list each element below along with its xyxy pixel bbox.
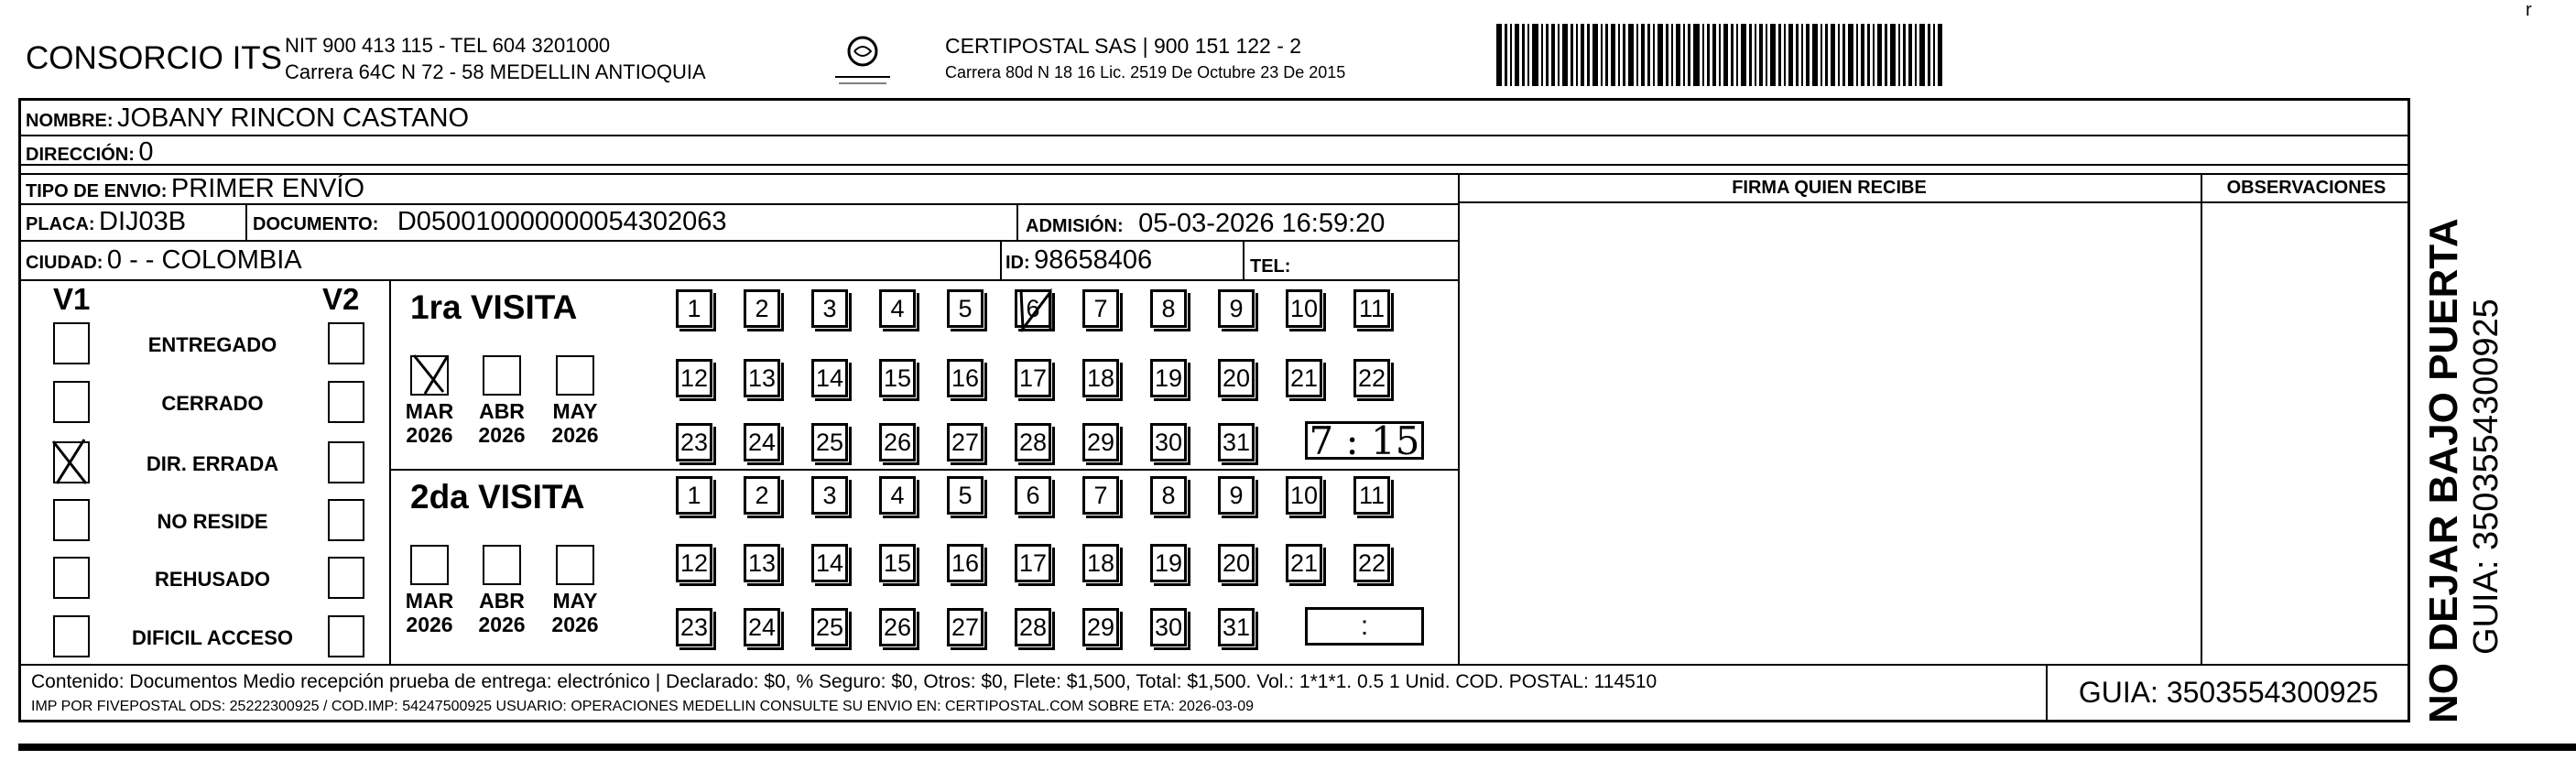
direccion-label: DIRECCIÓN:: [26, 145, 135, 165]
documento-label: DOCUMENTO:: [253, 214, 379, 234]
barcode-bar: [1928, 24, 1930, 86]
barcode-bar: [1778, 24, 1781, 86]
day-number: 7: [1093, 295, 1108, 322]
barcode-bar: [1885, 24, 1887, 86]
day-box[interactable]: [947, 359, 984, 397]
month-year: 2026: [406, 613, 453, 636]
day-box[interactable]: [744, 289, 780, 328]
barcode-bar: [1915, 24, 1917, 86]
month-label: [470, 589, 534, 636]
day-box[interactable]: [676, 476, 712, 515]
barcode-bar: [1848, 24, 1853, 86]
barcode-bar: [1641, 24, 1645, 86]
col-line: [245, 203, 247, 240]
col-line: [1243, 240, 1245, 279]
check-mark-icon: [1014, 287, 1058, 332]
bottom-bar: [18, 744, 2576, 751]
barcode-bar: [1831, 24, 1835, 86]
barcode-bar: [1759, 24, 1763, 86]
day-number: 22: [1357, 364, 1386, 392]
barcode-bar: [1736, 24, 1738, 86]
day-box[interactable]: [879, 544, 916, 582]
month-label: [543, 399, 607, 447]
x-mark-icon: [49, 436, 92, 487]
day-box[interactable]: [1082, 423, 1119, 461]
day-number: 5: [958, 482, 973, 509]
day-number: 24: [747, 429, 777, 456]
v1-checkbox[interactable]: [53, 557, 90, 599]
day-box[interactable]: [1218, 476, 1255, 515]
day-number: 16: [951, 364, 980, 392]
day-box[interactable]: [676, 289, 712, 328]
day-box[interactable]: [879, 608, 916, 646]
footer-content: Contenido: Documentos Medio recepción prueba de entrega: electrónico | Declarado: $0, % Seguro: $0, Otros: $0, Flete: $1,500, Total: $1,500. Vol.: 1*1*1. 0.5 1 Unid. COD. POSTAL: 114510: [31, 671, 1658, 692]
day-number: 19: [1154, 549, 1183, 577]
barcode-bar: [1731, 24, 1734, 86]
barcode-bar: [1938, 24, 1942, 86]
month-name: ABR: [479, 589, 525, 613]
barcode-bar: [1636, 24, 1638, 86]
month-label: [470, 399, 534, 447]
carrier-name: CERTIPOSTAL SAS | 900 151 122 - 2: [945, 34, 1302, 58]
barcode-bar: [1898, 24, 1900, 86]
barcode-bar: [1719, 24, 1721, 86]
v1-checkbox[interactable]: [53, 615, 90, 657]
month-checkbox[interactable]: [483, 355, 521, 396]
barcode-bar: [1801, 24, 1803, 86]
day-number: 21: [1289, 549, 1319, 577]
day-box[interactable]: [947, 608, 984, 646]
day-number: 10: [1289, 482, 1319, 509]
barcode-bar: [1825, 24, 1828, 86]
admision-label: ADMISIÓN:: [1026, 216, 1124, 236]
day-number: 3: [822, 482, 837, 509]
day-box[interactable]: [1286, 359, 1322, 397]
barcode-bar: [1601, 24, 1603, 86]
visit2-time[interactable]: [1305, 607, 1424, 646]
barcode-bar: [1522, 24, 1525, 86]
day-box[interactable]: [1015, 289, 1051, 328]
day-box[interactable]: [1015, 359, 1051, 397]
day-box[interactable]: [811, 359, 848, 397]
visit2-title: 2da VISITA: [410, 478, 585, 516]
v2-checkbox[interactable]: [328, 615, 364, 657]
row-line: [18, 279, 1458, 281]
footer-guia: GUIA: 3503554300925: [2078, 676, 2379, 709]
company-name: CONSORCIO ITS: [26, 40, 283, 76]
barcode-bar: [1658, 24, 1663, 86]
barcode-bar: [1877, 24, 1882, 86]
direccion-value: 0: [138, 137, 154, 167]
day-number: 27: [951, 613, 980, 641]
barcode: [1496, 24, 2229, 86]
day-box[interactable]: [811, 476, 848, 515]
day-number: 19: [1154, 364, 1183, 392]
side-notice-text: NO DEJAR BAJO PUERTA: [2421, 218, 2466, 723]
month-year: 2026: [478, 423, 526, 447]
barcode-bar: [1558, 24, 1560, 86]
month-name: ABR: [479, 399, 525, 423]
barcode-bar: [1755, 24, 1756, 86]
footer-imp: IMP POR FIVEPOSTAL ODS: 25222300925 / COD.IMP: 54247500925 USUARIO: OPERACIONES MEDELLIN CONSULTE SU ENVIO EN: CERTIPOSTAL.COM SOBRE ETA: 2026-03-09: [31, 699, 1254, 714]
day-number: 15: [883, 549, 912, 577]
barcode-bar: [1812, 24, 1818, 86]
day-box[interactable]: [1286, 476, 1322, 515]
day-box[interactable]: [676, 544, 712, 582]
v1-checkbox[interactable]: [53, 381, 90, 423]
day-box[interactable]: [744, 544, 780, 582]
day-box[interactable]: [1082, 289, 1119, 328]
barcode-bar: [1551, 24, 1555, 86]
row-line: [389, 469, 1458, 471]
barcode-bar: [1576, 24, 1578, 86]
corner-mark: r: [2526, 0, 2532, 20]
day-number: 20: [1222, 364, 1251, 392]
day-number: 25: [815, 429, 844, 456]
barcode-bar: [1784, 24, 1786, 86]
day-box[interactable]: [744, 359, 780, 397]
barcode-bar: [1873, 24, 1875, 86]
month-year: 2026: [406, 423, 453, 447]
day-number: 8: [1161, 295, 1176, 322]
day-box[interactable]: [811, 544, 848, 582]
status-label: DIFICIL ACCESO: [131, 626, 293, 649]
status-label: REHUSADO: [155, 568, 270, 591]
col-line: [1016, 203, 1018, 240]
barcode-bar: [1861, 24, 1864, 86]
v2-checkbox[interactable]: [328, 322, 364, 364]
id-label: ID:: [1005, 253, 1030, 273]
tipo-envio-value: PRIMER ENVÍO: [170, 174, 365, 203]
day-number: 13: [747, 364, 777, 392]
day-number: 29: [1086, 613, 1115, 641]
month-checkbox[interactable]: [556, 545, 594, 585]
day-number: 13: [747, 549, 777, 577]
month-name: MAY: [552, 589, 598, 613]
day-box[interactable]: [676, 359, 712, 397]
barcode-bar: [1510, 24, 1512, 86]
barcode-bar: [1505, 24, 1507, 86]
col-line: [389, 279, 391, 664]
day-number: 21: [1289, 364, 1319, 392]
day-number: 8: [1161, 482, 1176, 509]
status-label: CERRADO: [161, 392, 264, 415]
month-name: MAR: [405, 399, 454, 423]
v2-checkbox[interactable]: [328, 557, 364, 599]
barcode-bar: [1933, 24, 1935, 86]
firma-header: FIRMA QUIEN RECIBE: [1732, 178, 1927, 198]
placa-label: PLACA:: [26, 214, 95, 234]
side-guia-text: GUIA: 3503554300925: [2467, 299, 2505, 655]
month-checkbox[interactable]: [556, 355, 594, 396]
day-box[interactable]: [1353, 544, 1390, 582]
month-checkbox[interactable]: [410, 545, 449, 585]
day-box[interactable]: [676, 608, 712, 646]
day-number: 1: [687, 295, 701, 322]
v2-header: V2: [322, 282, 360, 316]
month-checkbox[interactable]: [483, 545, 521, 585]
day-number: 28: [1018, 613, 1048, 641]
barcode-bar: [1741, 24, 1746, 86]
day-number: 2: [755, 295, 769, 322]
col-line: [1000, 240, 1002, 279]
ciudad-label: CIUDAD:: [26, 253, 103, 273]
day-box[interactable]: [1150, 608, 1187, 646]
barcode-bar: [1749, 24, 1752, 86]
nombre-value: JOBANY RINCON CASTANO: [117, 103, 470, 133]
day-box[interactable]: [1218, 544, 1255, 582]
ciudad-value: 0 - - COLOMBIA: [106, 245, 302, 275]
v1-checkbox[interactable]: [53, 322, 90, 364]
day-box[interactable]: [1015, 544, 1051, 582]
day-number: 4: [890, 482, 905, 509]
day-number: 26: [883, 613, 912, 641]
side-notice: [2410, 101, 2575, 723]
v1-header: V1: [53, 282, 91, 316]
barcode-bar: [1856, 24, 1858, 86]
day-box[interactable]: [1015, 423, 1051, 461]
day-number: 29: [1086, 429, 1115, 456]
row-line: [18, 135, 2410, 136]
day-number: 20: [1222, 549, 1251, 577]
barcode-bar: [1562, 24, 1568, 86]
day-number: 9: [1229, 482, 1244, 509]
day-number: 6: [1026, 295, 1040, 322]
day-number: 30: [1154, 613, 1183, 641]
barcode-bar: [1546, 24, 1549, 86]
barcode-bar: [1683, 24, 1685, 86]
day-box[interactable]: [1082, 359, 1119, 397]
barcode-bar: [1796, 24, 1799, 86]
status-label: ENTREGADO: [147, 333, 277, 356]
nombre-label: NOMBRE:: [26, 111, 114, 131]
day-number: 23: [679, 429, 709, 456]
month-label: [543, 589, 607, 636]
day-number: 10: [1289, 295, 1319, 322]
barcode-bar: [1676, 24, 1680, 86]
company-nit: NIT 900 413 115 - TEL 604 3201000: [285, 34, 611, 57]
barcode-bar: [1707, 24, 1710, 86]
day-number: 25: [815, 613, 844, 641]
day-number: 22: [1357, 549, 1386, 577]
day-number: 1: [687, 482, 701, 509]
barcode-bar: [1890, 24, 1896, 86]
certipostal-logo-icon: [826, 33, 899, 88]
day-number: 11: [1358, 295, 1386, 322]
day-number: 30: [1154, 429, 1183, 456]
observaciones-header: OBSERVACIONES: [2226, 178, 2386, 198]
visit2-time-value: :: [1360, 611, 1369, 641]
day-box[interactable]: [1353, 476, 1390, 515]
day-number: 5: [958, 295, 973, 322]
day-box[interactable]: [879, 359, 916, 397]
day-box[interactable]: [811, 423, 848, 461]
day-number: 15: [883, 364, 912, 392]
day-box[interactable]: [1150, 476, 1187, 515]
placa-value: DIJ03B: [99, 207, 187, 236]
day-box[interactable]: [1286, 544, 1322, 582]
day-box[interactable]: [1218, 289, 1255, 328]
day-box[interactable]: [744, 423, 780, 461]
documento-value: D050010000000054302063: [397, 207, 727, 236]
day-box[interactable]: [1218, 359, 1255, 397]
barcode-bar: [1838, 24, 1840, 86]
barcode-bar: [1628, 24, 1634, 86]
barcode-bar: [1532, 24, 1538, 86]
day-number: 3: [822, 295, 837, 322]
month-year: 2026: [551, 613, 599, 636]
day-number: 9: [1229, 295, 1244, 322]
barcode-bar: [1770, 24, 1776, 86]
barcode-bar: [1653, 24, 1655, 86]
day-number: 31: [1222, 429, 1251, 456]
month-label: [397, 589, 462, 636]
day-number: 28: [1018, 429, 1048, 456]
day-box[interactable]: [1218, 608, 1255, 646]
day-number: 12: [679, 549, 709, 577]
day-box[interactable]: [1150, 289, 1187, 328]
barcode-bar: [1723, 24, 1728, 86]
barcode-bar: [1611, 24, 1615, 86]
v1-checkbox[interactable]: [53, 499, 90, 541]
barcode-bar: [1666, 24, 1668, 86]
admision-value: 05-03-2026 16:59:20: [1138, 209, 1386, 238]
barcode-bar: [1766, 24, 1767, 86]
v2-checkbox[interactable]: [328, 499, 364, 541]
day-box[interactable]: [879, 289, 916, 328]
firma-area[interactable]: [1460, 203, 2200, 663]
day-number: 14: [815, 364, 844, 392]
barcode-bar: [1712, 24, 1716, 86]
day-box[interactable]: [1353, 359, 1390, 397]
day-box[interactable]: [1150, 359, 1187, 397]
x-mark-icon: [408, 352, 452, 397]
barcode-bar: [1903, 24, 1906, 86]
barcode-bar: [1618, 24, 1620, 86]
month-year: 2026: [551, 423, 599, 447]
barcode-bar: [1587, 24, 1590, 86]
day-box[interactable]: [811, 289, 848, 328]
visit1-title: 1ra VISITA: [410, 288, 578, 326]
day-box[interactable]: [947, 544, 984, 582]
day-box[interactable]: [1015, 608, 1051, 646]
day-box[interactable]: [947, 476, 984, 515]
company-address: Carrera 64C N 72 - 58 MEDELLIN ANTIOQUIA: [285, 60, 706, 83]
barcode-bar: [1702, 24, 1704, 86]
barcode-bar: [1515, 24, 1519, 86]
day-number: 24: [747, 613, 777, 641]
day-number: 4: [890, 295, 905, 322]
month-checkbox[interactable]: [410, 355, 449, 396]
day-number: 17: [1018, 364, 1048, 392]
barcode-bar: [1821, 24, 1822, 86]
day-number: 26: [883, 429, 912, 456]
tel-label: TEL:: [1250, 256, 1291, 277]
day-box[interactable]: [1218, 423, 1255, 461]
row-line: [18, 664, 2410, 666]
day-number: 16: [951, 549, 980, 577]
barcode-bar: [1671, 24, 1673, 86]
day-number: 18: [1086, 549, 1115, 577]
id-value: 98658406: [1034, 245, 1153, 275]
barcode-bar: [1496, 24, 1502, 86]
row-line: [18, 164, 2410, 166]
day-number: 27: [951, 429, 980, 456]
day-number: 11: [1358, 482, 1386, 509]
visit1-time[interactable]: [1305, 418, 1424, 463]
barcode-bar: [1693, 24, 1700, 86]
row-line: [18, 173, 2410, 175]
day-box[interactable]: [879, 476, 916, 515]
barcode-bar: [1623, 24, 1625, 86]
day-number: 6: [1026, 482, 1040, 509]
month-name: MAY: [552, 399, 598, 423]
day-number: 7: [1093, 482, 1108, 509]
day-box[interactable]: [676, 423, 712, 461]
day-box[interactable]: [1150, 544, 1187, 582]
day-box[interactable]: [1082, 608, 1119, 646]
barcode-bar: [1541, 24, 1543, 86]
day-number: 14: [815, 549, 844, 577]
day-number: 31: [1222, 613, 1251, 641]
day-box[interactable]: [1286, 289, 1322, 328]
day-box[interactable]: [947, 423, 984, 461]
month-name: MAR: [405, 589, 454, 613]
barcode-bar: [1688, 24, 1690, 86]
day-box[interactable]: [1015, 476, 1051, 515]
barcode-bar: [1592, 24, 1598, 86]
day-number: 2: [755, 482, 769, 509]
v2-checkbox[interactable]: [328, 381, 364, 423]
day-number: 12: [679, 364, 709, 392]
barcode-bar: [1581, 24, 1584, 86]
day-number: 18: [1086, 364, 1115, 392]
day-number: 17: [1018, 549, 1048, 577]
observaciones-area[interactable]: [2202, 203, 2409, 663]
month-label: [397, 399, 462, 447]
barcode-bar: [1605, 24, 1608, 86]
day-box[interactable]: [811, 608, 848, 646]
day-box[interactable]: [744, 476, 780, 515]
day-box[interactable]: [947, 289, 984, 328]
day-number: 23: [679, 613, 709, 641]
barcode-bar: [1647, 24, 1650, 86]
day-box[interactable]: [879, 423, 916, 461]
day-box[interactable]: [744, 608, 780, 646]
barcode-bar: [1571, 24, 1573, 86]
barcode-bar: [1908, 24, 1912, 86]
barcode-bar: [1842, 24, 1845, 86]
v1-checkbox[interactable]: [53, 441, 90, 483]
day-box[interactable]: [1353, 289, 1390, 328]
status-label: DIR. ERRADA: [146, 452, 279, 475]
visit1-time-value: 7 : 15: [1309, 418, 1420, 463]
day-box[interactable]: [1082, 476, 1119, 515]
day-box[interactable]: [1150, 423, 1187, 461]
barcode-bar: [1527, 24, 1529, 86]
tipo-envio-label: TIPO DE ENVIO:: [26, 181, 168, 201]
barcode-bar: [1867, 24, 1870, 86]
barcode-bar: [1919, 24, 1925, 86]
carrier-address: Carrera 80d N 18 16 Lic. 2519 De Octubre 23 De 2015: [945, 63, 1346, 81]
day-box[interactable]: [1082, 544, 1119, 582]
status-label: NO RESIDE: [157, 510, 268, 533]
barcode-bar: [1806, 24, 1810, 86]
barcode-bar: [1788, 24, 1793, 86]
v2-checkbox[interactable]: [328, 441, 364, 483]
month-year: 2026: [478, 613, 526, 636]
